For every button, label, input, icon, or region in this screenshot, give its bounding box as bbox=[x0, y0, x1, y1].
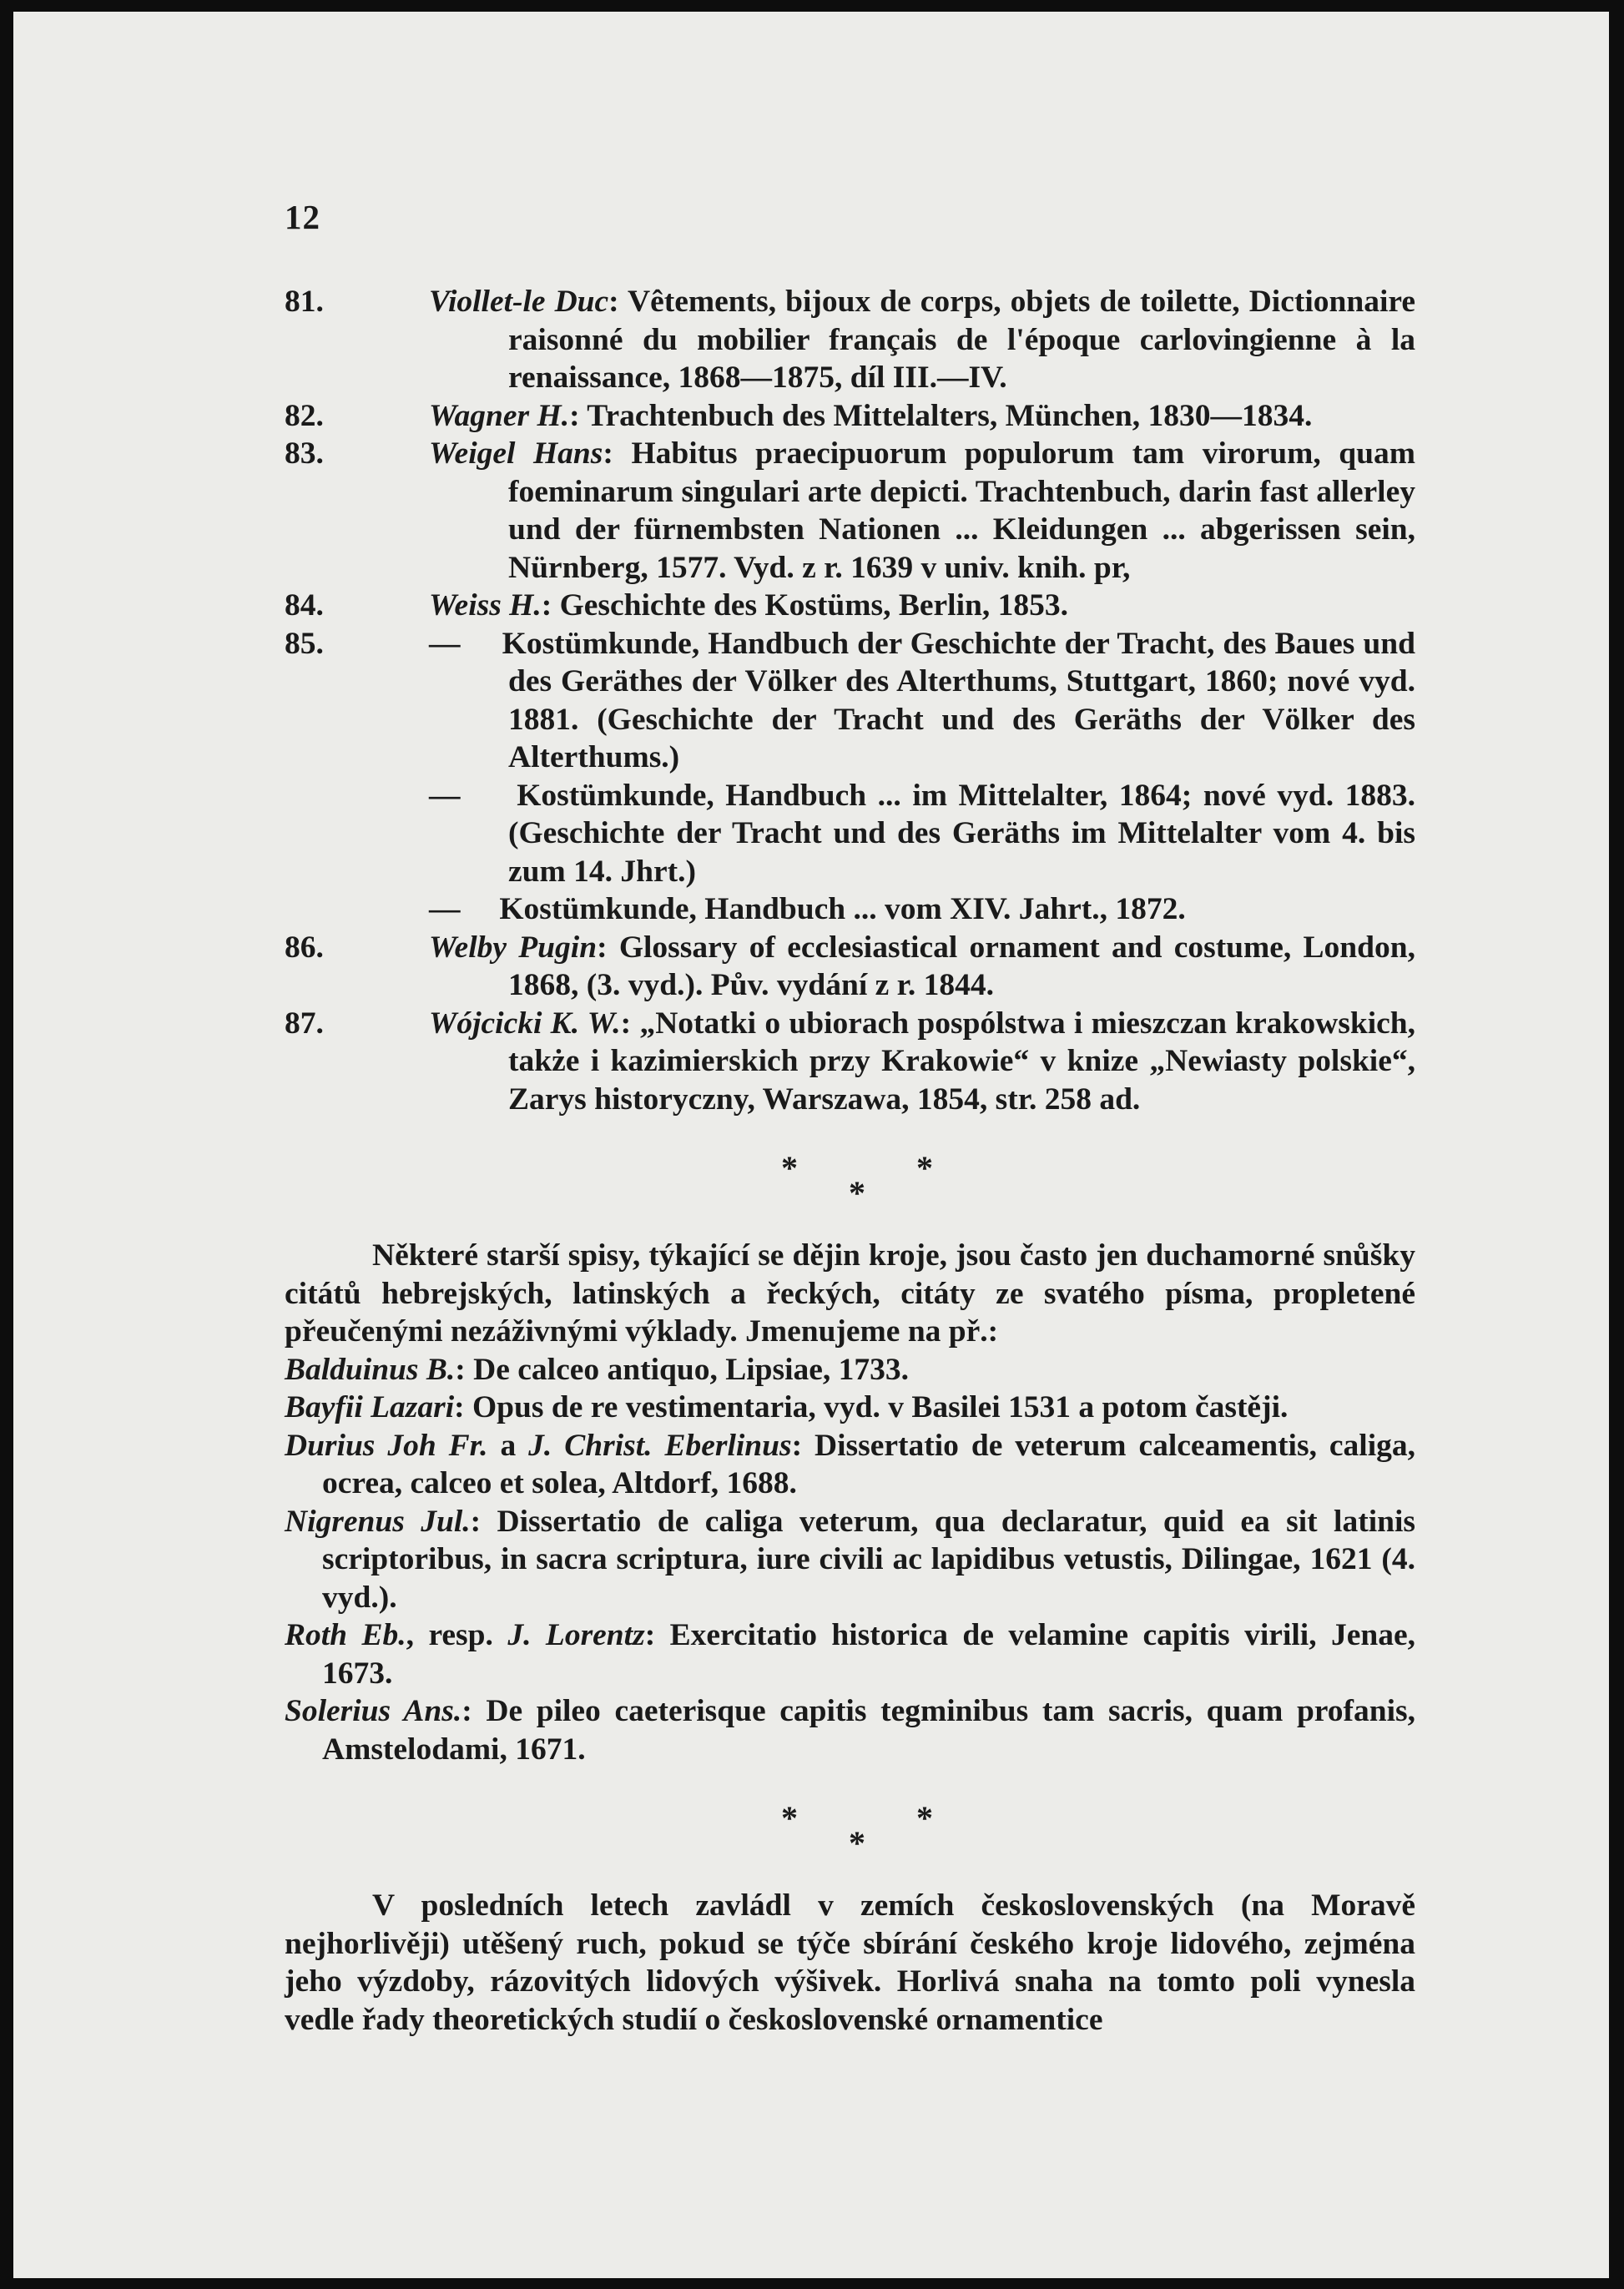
entry-sep: : bbox=[541, 588, 552, 623]
entry-number: 81. bbox=[285, 285, 324, 319]
ref-sep: : bbox=[454, 1390, 465, 1424]
reference-entry bbox=[285, 1503, 1415, 1617]
entry-text: Kostümkunde, Handbuch ... im Mittelalter, 1864; nové vyd. 1883. (Geschichte der Tracht und des Geräths im Mittelalter vom 4. bis zum 14. Jhrt.) bbox=[508, 778, 1416, 889]
bibliography-entry bbox=[285, 397, 1415, 436]
ref-text: Exercitatio historica de velamine capitis virili, Jenae, 1673. bbox=[322, 1618, 1416, 1691]
ref-text: Dissertatio de caliga veterum, qua declaratur, quid ea sit latinis scriptoribus, in sacra scriptura, iure civili ac lapidibus vetustis, Dilingae, 1621 (4. vyd.). bbox=[322, 1504, 1415, 1615]
ref-sep: : bbox=[644, 1618, 656, 1652]
bibliography-entry bbox=[285, 587, 1415, 625]
entry-author: Viollet-le Duc bbox=[429, 285, 609, 319]
paragraph-closing: V posledních letech zavládl v zemích československých (na Moravě nejhorlivěji) utěšený ruch, pokud se týče sbírání českého kroje lidového, zejména jeho výzdoby, rázovitých lidových výšivek. Horlivá snaha na tomto poli vynesla vedle řady theoretických studií o československé ornamentice bbox=[285, 1888, 1415, 2037]
bibliography-entry bbox=[285, 625, 1415, 777]
entry-sep: : bbox=[608, 285, 619, 319]
entry-author: Wagner H. bbox=[429, 398, 570, 433]
bibliography-entry bbox=[285, 1005, 1415, 1119]
entry-number: 84. bbox=[285, 588, 324, 623]
reference-entry bbox=[285, 1692, 1415, 1768]
reference-entry bbox=[285, 1389, 1415, 1427]
ref-text: Opus de re vestimentaria, vyd. v Basilei 1531 a potom častěji. bbox=[472, 1390, 1289, 1424]
asterisk: * bbox=[849, 1174, 865, 1212]
ref-text: De calceo antiquo, Lipsiae, 1733. bbox=[473, 1352, 910, 1387]
entry-dash: — bbox=[429, 626, 461, 661]
entry-dash: — bbox=[429, 892, 461, 926]
ref-sep: : bbox=[470, 1504, 482, 1539]
ref-author: Bayfii Lazari bbox=[285, 1390, 455, 1424]
entry-dash: — bbox=[429, 778, 461, 813]
entry-sep: : bbox=[620, 1006, 632, 1041]
entry-text: „Notatki o ubiorach pospólstwa i mieszczan krakowskich, także i kazimierskich przy Krakowie“ v knize „Newiasty polskie“, Zarys historyczny, Warszawa, 1854, str. 258 ad. bbox=[508, 1006, 1415, 1117]
bibliography-entry bbox=[285, 890, 1415, 929]
ref-conjunction: a bbox=[500, 1428, 517, 1463]
page-number: 12 bbox=[285, 198, 320, 236]
entry-number: 82. bbox=[285, 398, 324, 433]
ref-conjunction: , resp. bbox=[406, 1618, 493, 1652]
asterisk: * bbox=[781, 1799, 798, 1837]
ref-author: Roth Eb. bbox=[285, 1618, 406, 1652]
ref-author: Solerius Ans. bbox=[285, 1694, 462, 1728]
entry-text: Vêtements, bijoux de corps, objets de toilette, Dictionnaire raisonné du mobilier français de l'époque carlovingienne à la renaissance, 1868—1875, díl III.—IV. bbox=[508, 285, 1415, 395]
entry-author: Weiss H. bbox=[429, 588, 542, 623]
entry-text: Kostümkunde, Handbuch ... vom XIV. Jahrt., 1872. bbox=[499, 892, 1186, 926]
entry-number: 86. bbox=[285, 930, 324, 965]
reference-entry bbox=[285, 1616, 1415, 1692]
asterisk: * bbox=[781, 1149, 798, 1187]
entry-number: 83. bbox=[285, 436, 324, 471]
entry-sep: : bbox=[569, 398, 580, 433]
ref-text: Dissertatio de veterum calceamentis, caliga, ocrea, calceo et solea, Altdorf, 1688. bbox=[322, 1428, 1415, 1500]
entry-author: Weigel Hans bbox=[429, 436, 603, 471]
ref-author: Durius Joh Fr. bbox=[285, 1428, 488, 1463]
asterisk: * bbox=[916, 1799, 933, 1837]
entry-text: Glossary of ecclesiastical ornament and costume, London, 1868, (3. vyd.). Pův. vydání z r. 1844. bbox=[508, 930, 1415, 1002]
ref-sep: : bbox=[791, 1428, 803, 1463]
reference-entry bbox=[285, 1351, 1415, 1389]
paragraph-intro: Některé starší spisy, týkající se dějin kroje, jsou často jen duchamorné snůšky citátů hebrejských, latinských a řeckých, citáty ze svatého písma, propletené přeučenými nezáživnými výklady. Jmenujeme na př.: bbox=[285, 1238, 1415, 1349]
entry-sep: : bbox=[597, 930, 608, 965]
ref-author: J. Lorentz bbox=[507, 1618, 645, 1652]
bibliography-list bbox=[285, 283, 1415, 1118]
ref-sep: : bbox=[461, 1694, 472, 1728]
ref-author: J. Christ. Eberlinus bbox=[528, 1428, 792, 1463]
bibliography-entry bbox=[285, 929, 1415, 1005]
entry-sep: : bbox=[603, 436, 613, 471]
page-text bbox=[285, 283, 1415, 2039]
ref-text: De pileo caeterisque capitis tegminibus tam sacris, quam profanis, Amstelodami, 1671. bbox=[322, 1694, 1416, 1767]
bibliography-entry bbox=[285, 283, 1415, 397]
asterisk: * bbox=[849, 1824, 865, 1862]
asterism-separator bbox=[285, 1128, 1415, 1220]
reference-entry bbox=[285, 1427, 1415, 1503]
reference-list bbox=[285, 1351, 1415, 1769]
entry-text: Trachtenbuch des Mittelalters, München, 1830—1834. bbox=[587, 398, 1313, 433]
entry-text: Kostümkunde, Handbuch der Geschichte der Tracht, des Baues und des Geräthes der Völker des Alterthums, Stuttgart, 1860; nové vyd. 1881. (Geschichte der Tracht und des Geräths der Völker des Alterthums.) bbox=[502, 626, 1415, 774]
entry-number: 87. bbox=[285, 1006, 324, 1041]
entry-text: Geschichte des Kostüms, Berlin, 1853. bbox=[559, 588, 1068, 623]
asterisk: * bbox=[916, 1149, 933, 1187]
bibliography-entry bbox=[285, 777, 1415, 891]
entry-author: Welby Pugin bbox=[429, 930, 598, 965]
ref-author: Nigrenus Jul. bbox=[285, 1504, 471, 1539]
bibliography-entry bbox=[285, 435, 1415, 587]
entry-text: Habitus praecipuorum populorum tam virorum, quam foeminarum singulari arte depicti. Trachtenbuch, darin fast allerley und der fürnembsten Nationen ... Kleidungen ... abgerissen sein, Nürnberg, 1577. Vyd. z r. 1639 v univ. knih. pr, bbox=[508, 436, 1416, 585]
entry-author: Wójcicki K. W. bbox=[429, 1006, 621, 1041]
ref-author: Balduinus B. bbox=[285, 1352, 456, 1387]
scanned-page bbox=[13, 12, 1609, 2278]
entry-number: 85. bbox=[285, 626, 324, 661]
ref-sep: : bbox=[455, 1352, 466, 1387]
asterism-separator bbox=[285, 1778, 1415, 1870]
